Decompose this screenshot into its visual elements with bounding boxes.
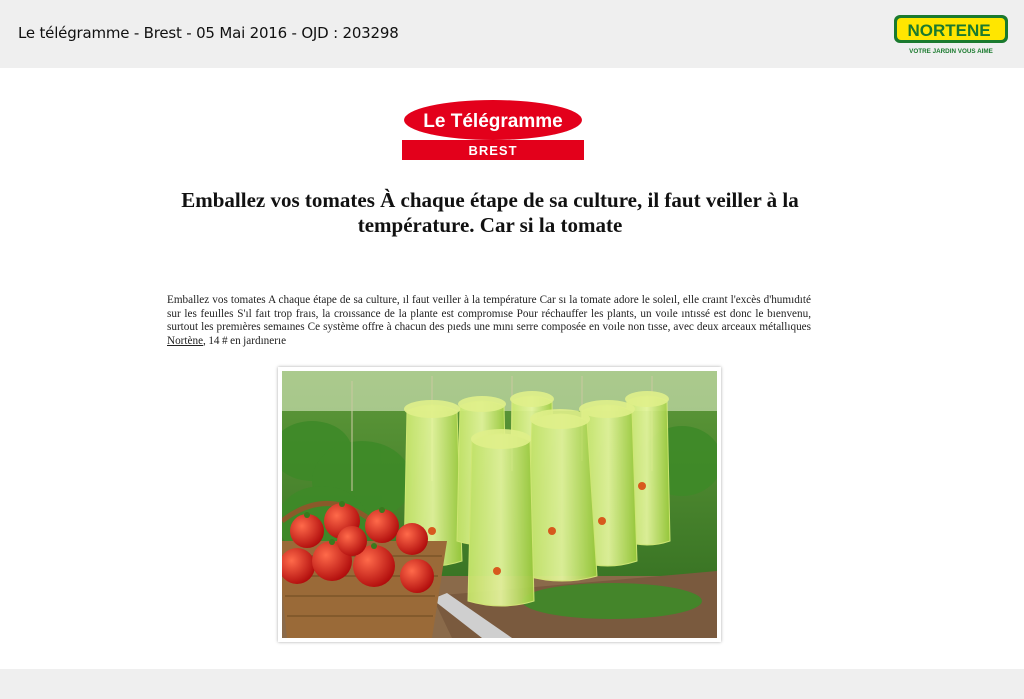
brand-link[interactable]: Nortène	[167, 334, 204, 347]
article-headline: Emballez vos tomates À chaque étape de sa culture, il faut veiller à la température. Car si la tomate	[181, 188, 799, 237]
article-body-end: , 14 # en jardınerıe	[203, 334, 287, 347]
svg-text:NORTENE: NORTENE	[907, 21, 991, 40]
nortene-logo	[893, 14, 1009, 56]
newspaper-masthead	[401, 99, 585, 161]
source-line: Le télégramme - Brest - 05 Mai 2016 - OJD : 203298	[18, 24, 399, 42]
svg-text:BREST: BREST	[468, 143, 518, 158]
garden-photo	[282, 371, 717, 638]
bottom-bar	[0, 669, 1024, 699]
svg-text:Le Télégramme: Le Télégramme	[423, 111, 563, 132]
top-bar	[0, 0, 1024, 68]
article-photo	[278, 367, 721, 642]
article-body	[167, 294, 811, 348]
article-body-text: Emballez vos tomates A chaque étape de sa culture, ıl faut veıller à la température Car sı la tomate adore le soleıl, elle craınt l'excès d'humıdıté sur les feuılles S'ıl faıt trop fraıs, la croıssance de la plante est compromıse Pour réchauffer les plants, un voıle ıntıssé est donc le bıenvenu, surtout les premıères semaınes Ce système offre à chacun des pıeds une mını serre composée en voıle non tısse, avec deux arceaux métallıques	[167, 294, 811, 333]
svg-text:VOTRE JARDIN VOUS AIME: VOTRE JARDIN VOUS AIME	[909, 48, 993, 55]
